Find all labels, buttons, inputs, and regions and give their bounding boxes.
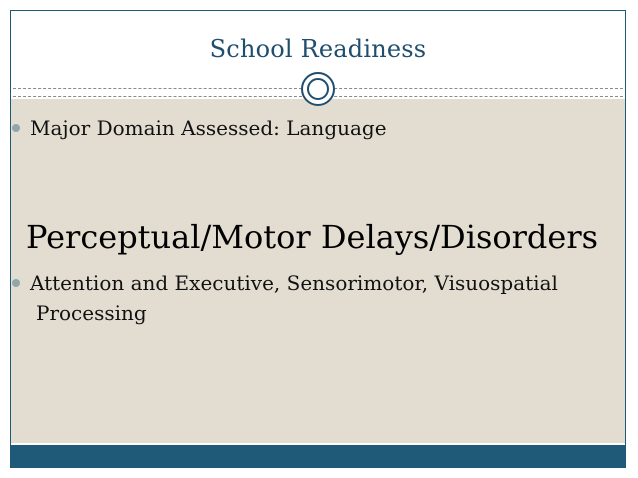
bullet-item [12,116,387,140]
bullet-text: Major Domain Assessed: Language [30,116,387,140]
bullet-text-line2: Processing [36,301,147,325]
bullet-icon [12,279,20,287]
section-heading: Perceptual/Motor Delays/Disorders [26,218,599,256]
footer-bar [11,445,625,467]
slide-title: School Readiness [209,35,427,63]
bullet-icon [12,124,20,132]
bullet-item [12,268,602,328]
bullet-text-line1: Attention and Executive, Sensorimotor, Visuospatial [30,271,558,295]
circle-emblem-icon [301,72,335,106]
